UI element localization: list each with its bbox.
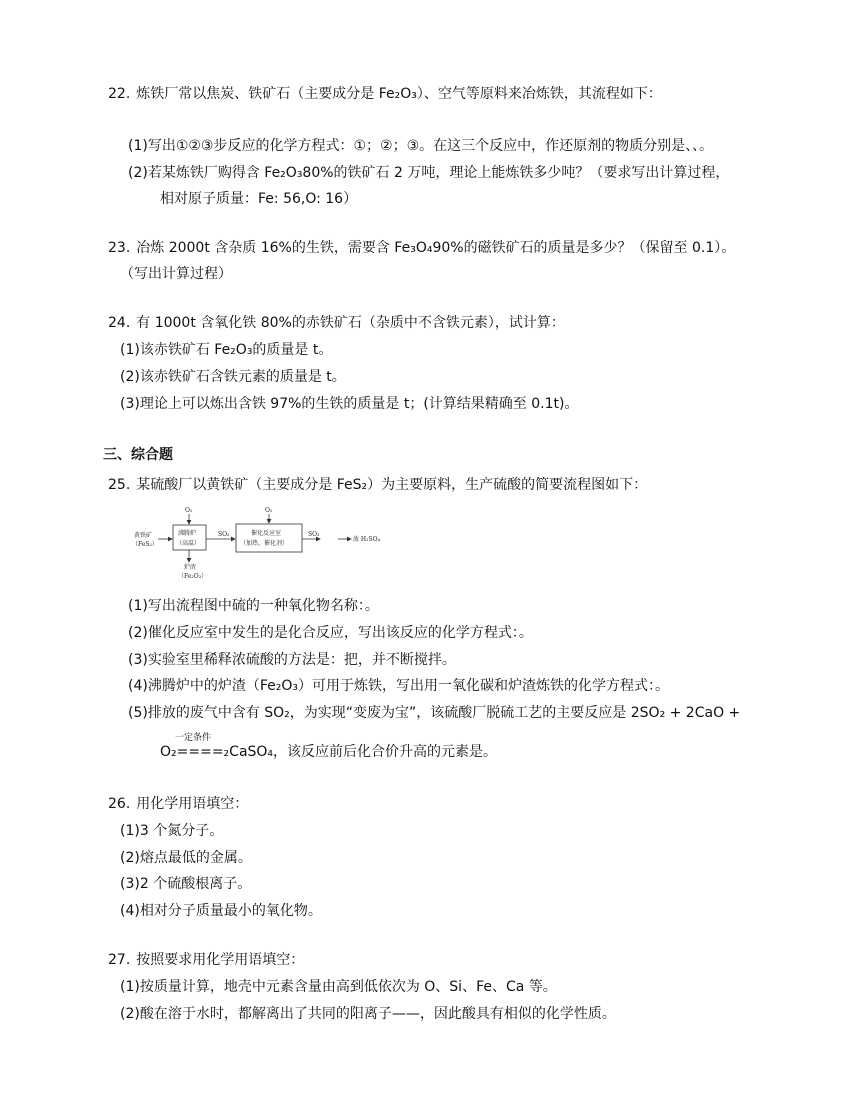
flow-input-label: 黄铁矿 [134,532,153,539]
furnace-label: 沸腾炉 [178,530,197,537]
question-stem: 有 1000t 含氧化铁 80%的赤铁矿石（杂质中不含铁元素），试计算： [136,315,565,331]
question-number: 27. [108,952,131,968]
q25-part-5: (5)排放的废气中含有 SO₂，为实现“变废为宝”，该硫酸厂脱硫工艺的主要反应是 2SO₂ + 2CaO + [128,705,741,721]
oxygen-input-1: O₂ [185,507,193,514]
slag-formula: （Fe₂O₃） [178,573,208,580]
question-number: 24. [108,315,131,331]
q25-part-5-cont: O₂====₂CaSO₄，该反应前后化合价升高的元素是。 [160,744,498,760]
question-stem: 炼铁厂常以焦炭、铁矿石（主要成分是 Fe₂O₃）、空气等原料来冶炼铁，其流程如下： [136,86,662,102]
catalytic-chamber-label: 催化反应室 [251,530,282,537]
question-26 [108,794,248,814]
q23-line-2: （写出计算过程） [120,266,232,282]
q22-part-2: (2)若某炼铁厂购得含 Fe₂O₃80%的铁矿石 2 万吨，理论上能炼铁多少吨？（要求写出计算过程， [128,165,730,181]
q24-part-3: (3)理论上可以炼出含铁 97%的生铁的质量是 t；(计算结果精确至 0.1t)。 [120,396,579,412]
q27-part-2: (2)酸在溶于水时，都解离出了共同的阳离子——，因此酸具有相似的化学性质。 [120,1006,616,1022]
question-25 [108,475,647,495]
q27-part-1: (1)按质量计算，地壳中元素含量由高到低依次为 O、Si、Fe、Ca 等。 [120,979,557,995]
question-22 [108,84,662,104]
so2-label: SO₂ [218,531,230,538]
question-stem: 按照要求用化学用语填空： [136,952,305,968]
q24-part-2: (2)该赤铁矿石含铁元素的质量是 t。 [120,369,346,385]
catalytic-chamber-condition: （加热、催化剂） [240,540,289,547]
so3-label: SO₃ [308,531,320,538]
question-stem: 某硫酸厂以黄铁矿（主要成分是 FeS₂）为主要原料，生产硫酸的简要流程图如下： [136,477,648,493]
q22-part-2-cont: 相对原子质量：Fe: 56,O: 16） [160,191,358,207]
question-number: 22. [108,86,131,102]
product-label: 浓 H₂SO₄ [353,536,380,543]
section-heading: 三、综合题 [103,447,173,463]
question-number: 23. [108,240,131,256]
flow-input-formula: （FeS₂） [132,541,158,548]
q26-part-2: (2)熔点最低的金属。 [120,850,252,866]
question-24 [108,313,565,333]
catalytic-chamber-box [236,524,302,552]
q26-part-3: (3)2 个硫酸根离子。 [120,876,252,892]
reaction-condition: 一定条件 [175,733,212,743]
slag-label: 炉渣 [184,564,197,571]
q25-part-2: (2)催化反应室中发生的是化合反应，写出该反应的化学方程式：。 [128,625,533,641]
oxygen-input-2: O₂ [265,507,273,514]
q26-part-4: (4)相对分子质量最小的氧化物。 [120,903,322,919]
question-stem: 用化学用语填空： [136,796,249,812]
q25-part-4: (4)沸腾炉中的炉渣（Fe₂O₃）可用于炼铁，写出用一氧化碳和炉渣炼铁的化学方程式：。 [128,678,669,694]
q24-part-1: (1)该赤铁矿石 Fe₂O₃的质量是 t。 [120,342,333,358]
furnace-condition: （高温） [176,540,201,547]
q25-part-1: (1)写出流程图中硫的一种氧化物名称：。 [128,598,379,614]
q25-part-3: (3)实验室里稀释浓硫酸的方法是：把，并不断搅拌。 [128,652,456,668]
q26-part-1: (1)3 个氮分子。 [120,823,224,839]
question-stem: 冶炼 2000t 含杂质 16%的生铁，需要含 Fe₃O₄90%的磁铁矿石的质量是多少？（保留至 0.1）。 [136,240,736,256]
sulfuric-acid-flow-diagram [130,505,400,585]
question-23 [108,238,735,258]
q22-part-1: (1)写出①②③步反应的化学方程式：①；②；③。在这三个反应中，作还原剂的物质分别是、、。 [128,138,714,154]
question-27 [108,950,304,970]
question-number: 26. [108,796,131,812]
question-number: 25. [108,477,131,493]
